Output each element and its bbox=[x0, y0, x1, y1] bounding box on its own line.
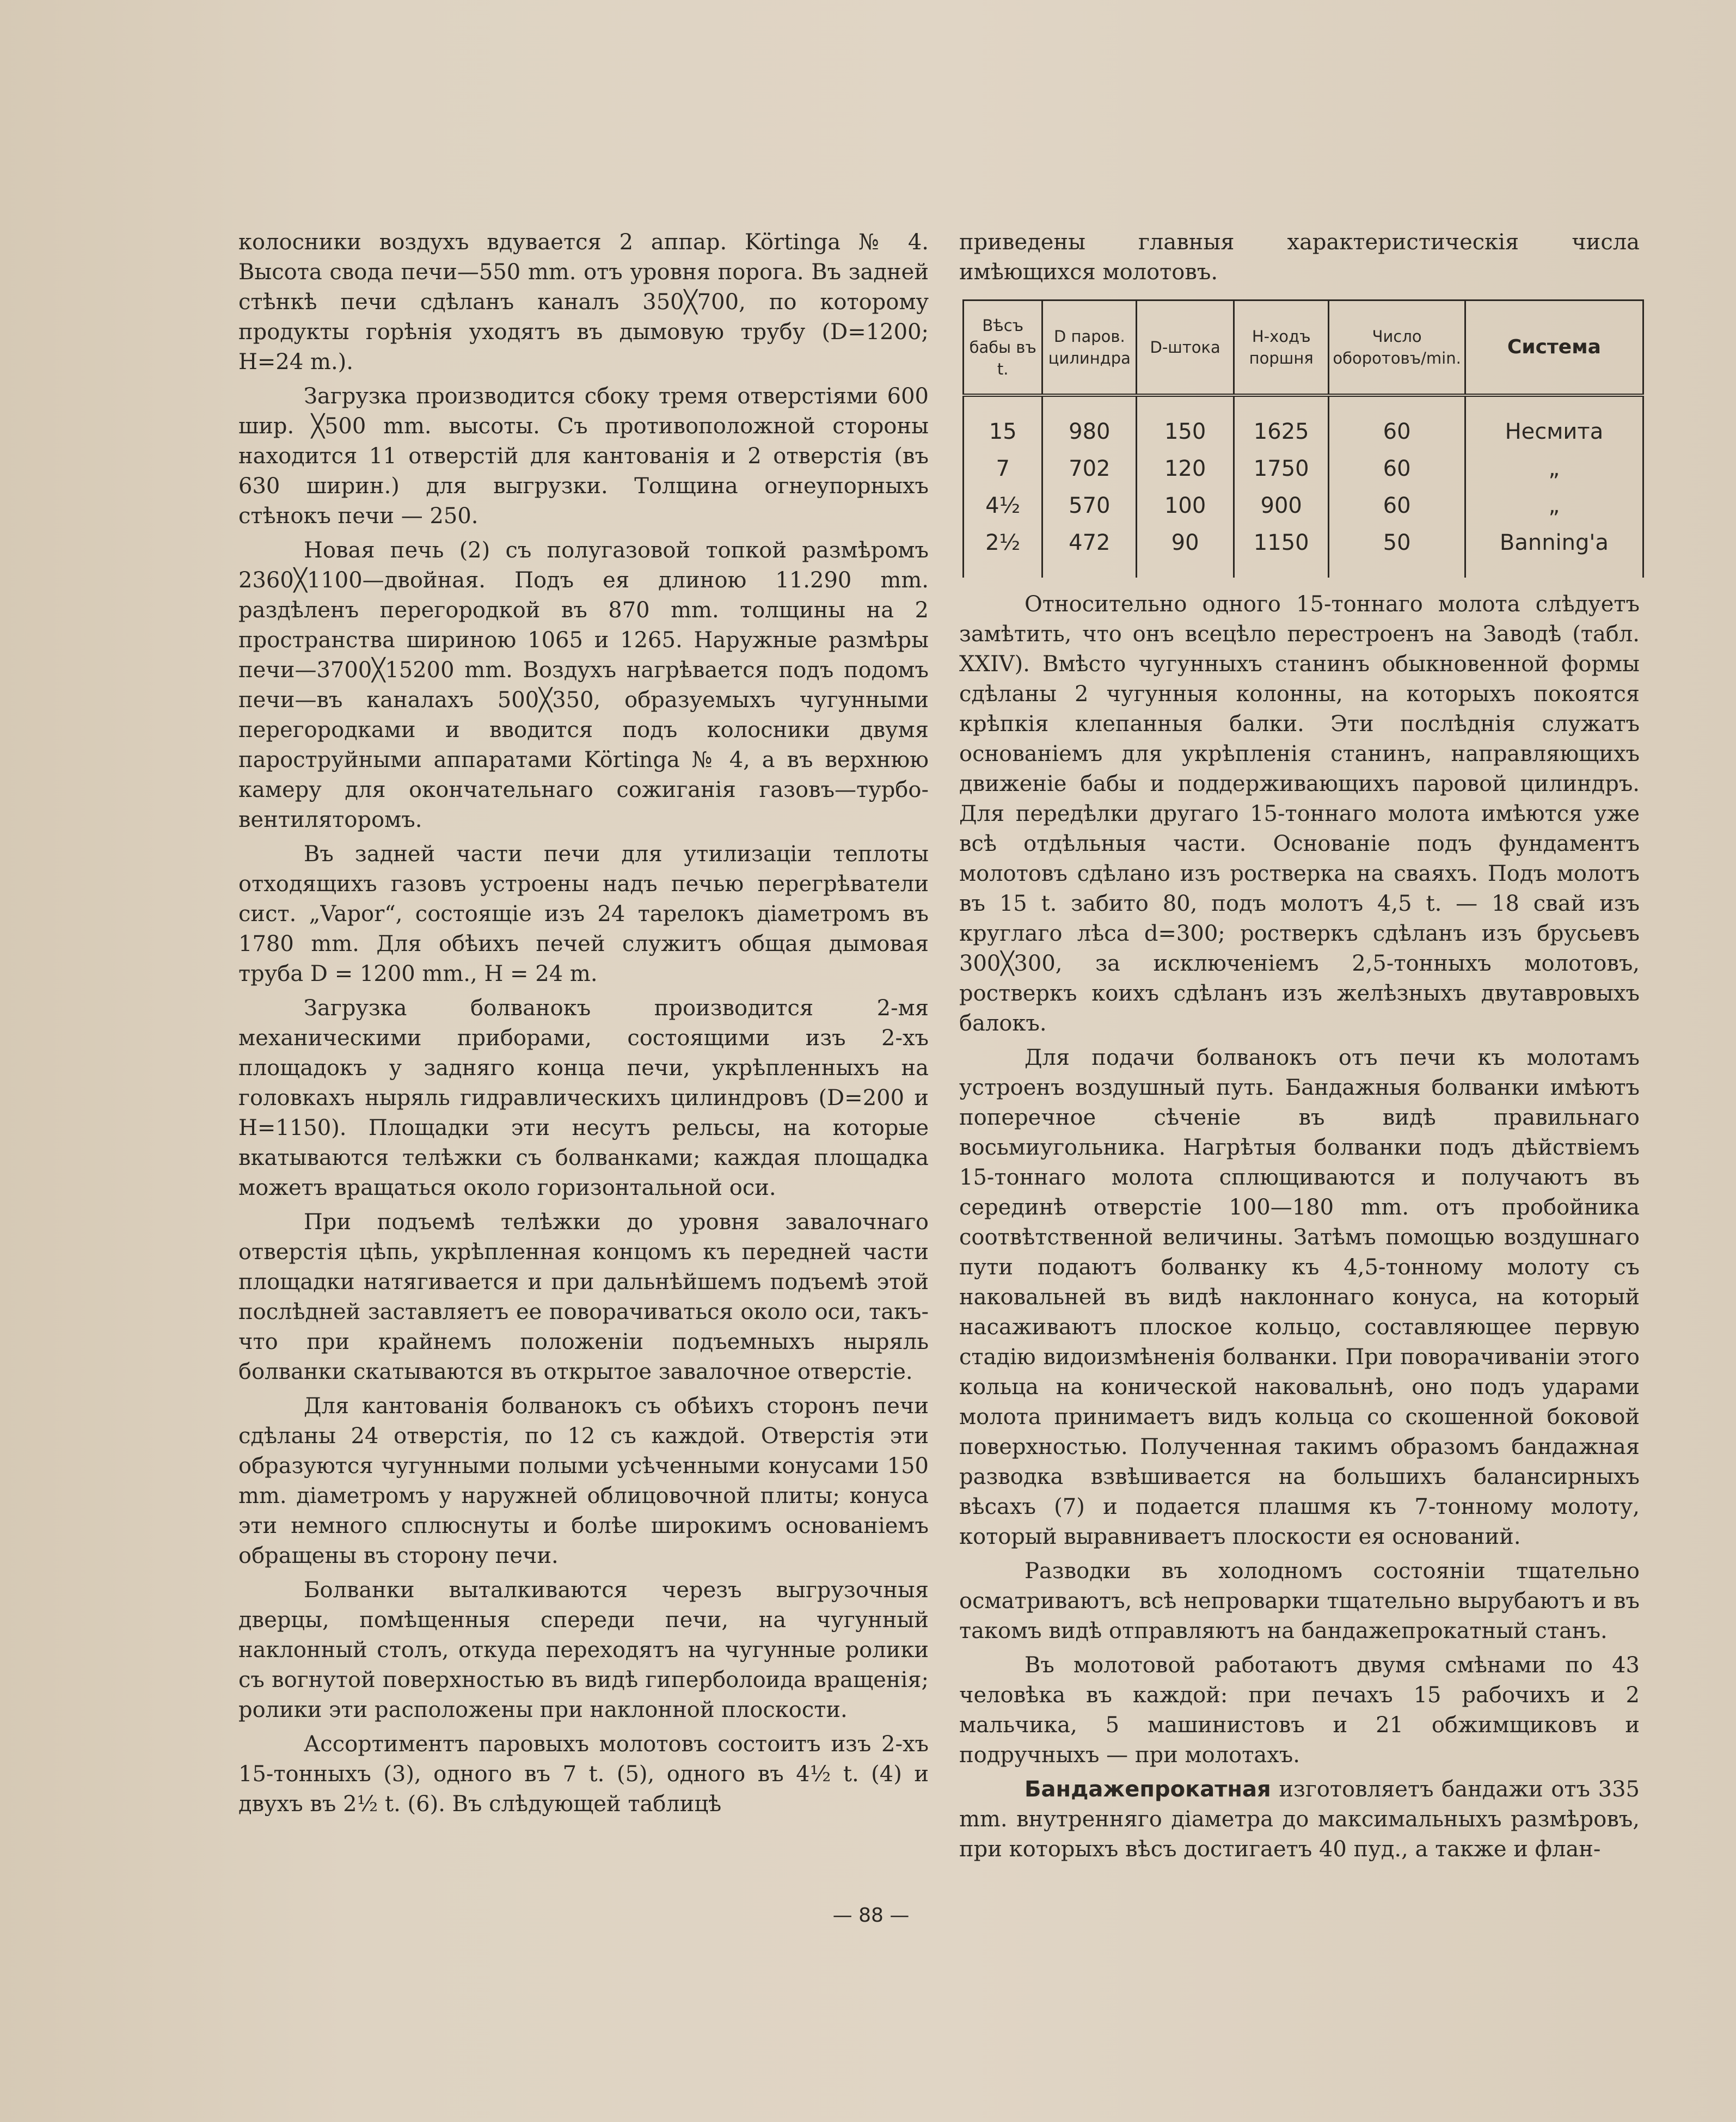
table-cell: 60 bbox=[1329, 450, 1465, 487]
column-header-system: Система bbox=[1465, 300, 1643, 396]
table-cell: „ bbox=[1465, 487, 1643, 524]
paragraph: Для подачи болванокъ отъ печи къ молотамъ устроенъ воздушный путь. Бандажныя болванки имѣютъ поперечное сѣченіе въ видѣ правильнаго восьмиугольника. Нагрѣтыя болванки подъ дѣйствіемъ 15-тоннаго молота сплющиваются и получаютъ въ серединѣ отверстіе 100—180 mm. отъ пробойника соотвѣтственной величины. Затѣмъ помощью воздушнаго пути подаютъ болванку къ 4,5-тонному молоту съ наковальней въ видѣ наклоннаго конуса, на который насаживаютъ плоское кольцо, составляющее первую стадію видоизмѣненія болванки. При поворачиваніи этого кольца на конической наковальнѣ, оно подъ ударами молота принимаетъ видъ кольца со скошенной боковой поверхностью. Полученная такимъ образомъ бандажная разводка взвѣшивается на большихъ балансирныхъ вѣсахъ (7) и подается плашмя къ 7-тонному молоту, который выравниваетъ плоскости ея оснований. bbox=[959, 1045, 1640, 1549]
table-cell: 2½ bbox=[964, 524, 1042, 578]
right-column bbox=[959, 228, 1640, 1869]
hammer-table bbox=[962, 299, 1644, 578]
table-cell: 900 bbox=[1234, 487, 1329, 524]
table-intro: приведены главныя характеристическія числа имѣющихся молотовъ. bbox=[959, 230, 1640, 285]
column-header-stroke: H-ходъ поршня bbox=[1234, 300, 1329, 396]
paragraph-text: изготовляетъ бандажи отъ 335 mm. внутренняго діаметра до максимальныхъ размѣровъ, при которыхъ вѣсъ достигаетъ 40 пуд., а также и флан- bbox=[959, 1777, 1640, 1862]
paragraph: Загрузка производится сбоку тремя отверстіями 600 шир. ╳500 mm. высоты. Съ противоположной стороны находится 11 отверстій для кантованія и 2 отверстія (въ 630 ширин.) для выгрузки. Толщина огнеупорныхъ стѣнокъ печи — 250. bbox=[238, 384, 929, 529]
paragraph: При подъемѣ телѣжки до уровня завалочнаго отверстія цѣпь, укрѣпленная концомъ къ передней части площадки натягивается и при дальнѣйшемъ подъемѣ этой послѣдней заставляетъ ее поворачиваться около оси, такъ-что при крайнемъ положеніи подъемныхъ ныряль болванки скатываются въ открытое завалочное отверстіе. bbox=[238, 1210, 929, 1384]
table-cell: 1625 bbox=[1234, 395, 1329, 450]
table-cell: 60 bbox=[1329, 395, 1465, 450]
table-row bbox=[964, 450, 1643, 487]
table-cell: 60 bbox=[1329, 487, 1465, 524]
table-cell: 7 bbox=[964, 450, 1042, 487]
paragraph: Въ молотовой работаютъ двумя смѣнами по 43 человѣка въ каждой: при печахъ 15 рабочихъ и 2 мальчика, 5 машинистовъ и 21 обжимщиковъ и подручныхъ — при молотахъ. bbox=[959, 1653, 1640, 1768]
table-cell: 472 bbox=[1042, 524, 1137, 578]
column-header-weight: Вѣсъ бабы въ t. bbox=[964, 300, 1042, 396]
table-cell: 120 bbox=[1137, 450, 1234, 487]
paragraph: Для кантованія болванокъ съ обѣихъ сторонъ печи сдѣланы 24 отверстія, по 12 съ каждой. Отверстія эти образуются чугунными полыми усѣченными конусами 150 mm. діаметромъ у наружней облицовочной плиты; конуса эти немного сплюснуты и болѣе широкимъ основаніемъ обращены въ сторону печи. bbox=[238, 1394, 929, 1568]
table-cell: 15 bbox=[964, 395, 1042, 450]
table-cell: 100 bbox=[1137, 487, 1234, 524]
page-number: — 88 — bbox=[832, 1904, 910, 1927]
table-cell: 980 bbox=[1042, 395, 1137, 450]
table-cell: 1750 bbox=[1234, 450, 1329, 487]
table-cell: 50 bbox=[1329, 524, 1465, 578]
paragraph: Разводки въ холодномъ состояніи тщательно осматриваютъ, всѣ непроварки тщательно вырубаютъ и въ такомъ видѣ отправляютъ на бандажепрокатный станъ. bbox=[959, 1559, 1640, 1643]
paragraph: Болванки выталкиваются черезъ выгрузочныя дверцы, помѣщенныя спереди печи, на чугунный наклонный столъ, откуда переходятъ на чугунные ролики съ вогнутой поверхностью въ видѣ гиперболоида вращенія; ролики эти расположены при наклонной плоскости. bbox=[238, 1578, 929, 1722]
table-cell: 702 bbox=[1042, 450, 1137, 487]
paragraph: Въ задней части печи для утилизаціи теплоты отходящихъ газовъ устроены надъ печью перегрѣватели сист. „Vapor“, состоящіе изъ 24 тарелокъ діаметромъ въ 1780 mm. Для обѣихъ печей служитъ общая дымовая труба D = 1200 mm., H = 24 m. bbox=[238, 842, 929, 986]
table-cell: Banning'a bbox=[1465, 524, 1643, 578]
table-cell: 90 bbox=[1137, 524, 1234, 578]
table-row bbox=[964, 524, 1643, 578]
column-header-rpm: Число оборотовъ/min. bbox=[1329, 300, 1465, 396]
column-header-rod: D-штока bbox=[1137, 300, 1234, 396]
table-row bbox=[964, 487, 1643, 524]
column-header-cylinder: D паров. цилиндра bbox=[1042, 300, 1137, 396]
left-column bbox=[238, 228, 929, 1824]
paragraph: Относительно одного 15-тоннаго молота слѣдуетъ замѣтить, что онъ всецѣло перестроенъ на Заводѣ (табл. XXIV). Вмѣсто чугунныхъ станинъ обыкновенной формы сдѣланы 2 чугунныя колонны, на которыхъ покоятся крѣпкія клепанныя балки. Эти послѣднія служатъ основаніемъ для укрѣпленія станинъ, направляющихъ движеніе бабы и поддерживающихъ паровой цилиндръ. Для передѣлки другаго 15-тоннаго молота имѣются уже всѣ отдѣльныя части. Основаніе подъ фундаментъ молотовъ сдѣлано изъ ростверка на сваяхъ. Подъ молотъ въ 15 t. забито 80, подъ молотъ 4,5 t. — 18 свай изъ круглаго лѣса d=300; ростверкъ сдѣланъ изъ брусьевъ 300╳300, за исключеніемъ 2,5-тонныхъ молотовъ, ростверкъ коихъ сдѣланъ изъ желѣзныхъ двутавровыхъ балокъ. bbox=[959, 592, 1640, 1036]
section-heading: Бандажепрокатная bbox=[1025, 1777, 1271, 1802]
table-cell: Несмита bbox=[1465, 395, 1643, 450]
paragraph: Ассортиментъ паровыхъ молотовъ состоитъ изъ 2-хъ 15-тонныхъ (3), одного въ 7 t. (5), одного въ 4½ t. (4) и двухъ въ 2½ t. (6). Въ слѣдующей таблицѣ bbox=[238, 1732, 929, 1817]
table-cell: 150 bbox=[1137, 395, 1234, 450]
paragraph: колосники воздухъ вдувается 2 аппар. Körtinga № 4. Высота свода печи—550 mm. отъ уровня порога. Въ задней стѣнкѣ печи сдѣланъ каналъ 350╳700, по которому продукты горѣнія уходятъ въ дымовую трубу (D=1200; H=24 m.). bbox=[238, 230, 929, 375]
paragraph: Загрузка болванокъ производится 2-мя механическими приборами, состоящими изъ 2-хъ площадокъ у задняго конца печи, укрѣпленныхъ на головкахъ ныряль гидравлическихъ цилиндровъ (D=200 и H=1150). Площадки эти несутъ рельсы, на которые вкатываются телѣжки съ болванками; каждая площадка можетъ вращаться около горизонтальной оси. bbox=[238, 996, 929, 1200]
table-cell: 570 bbox=[1042, 487, 1137, 524]
table-header-row bbox=[964, 300, 1643, 396]
table-cell: „ bbox=[1465, 450, 1643, 487]
table-cell: 1150 bbox=[1234, 524, 1329, 578]
paragraph-last bbox=[959, 1775, 1640, 1865]
table-row bbox=[964, 395, 1643, 450]
paragraph: Новая печь (2) съ полугазовой топкой размѣромъ 2360╳1100—двойная. Подъ ея длиною 11.290 mm. раздѣленъ перегородкой въ 870 mm. толщины на 2 пространства шириною 1065 и 1265. Наружные размѣры печи—3700╳15200 mm. Воздухъ нагрѣвается подъ подомъ печи—въ каналахъ 500╳350, образуемыхъ чугунными перегородками и вводится подъ колосники двумя пароструйными аппаратами Körtinga № 4, а въ верхнюю камеру для окончательнаго сожиганія газовъ—турбо-вентиляторомъ. bbox=[238, 538, 929, 832]
table-cell: 4½ bbox=[964, 487, 1042, 524]
